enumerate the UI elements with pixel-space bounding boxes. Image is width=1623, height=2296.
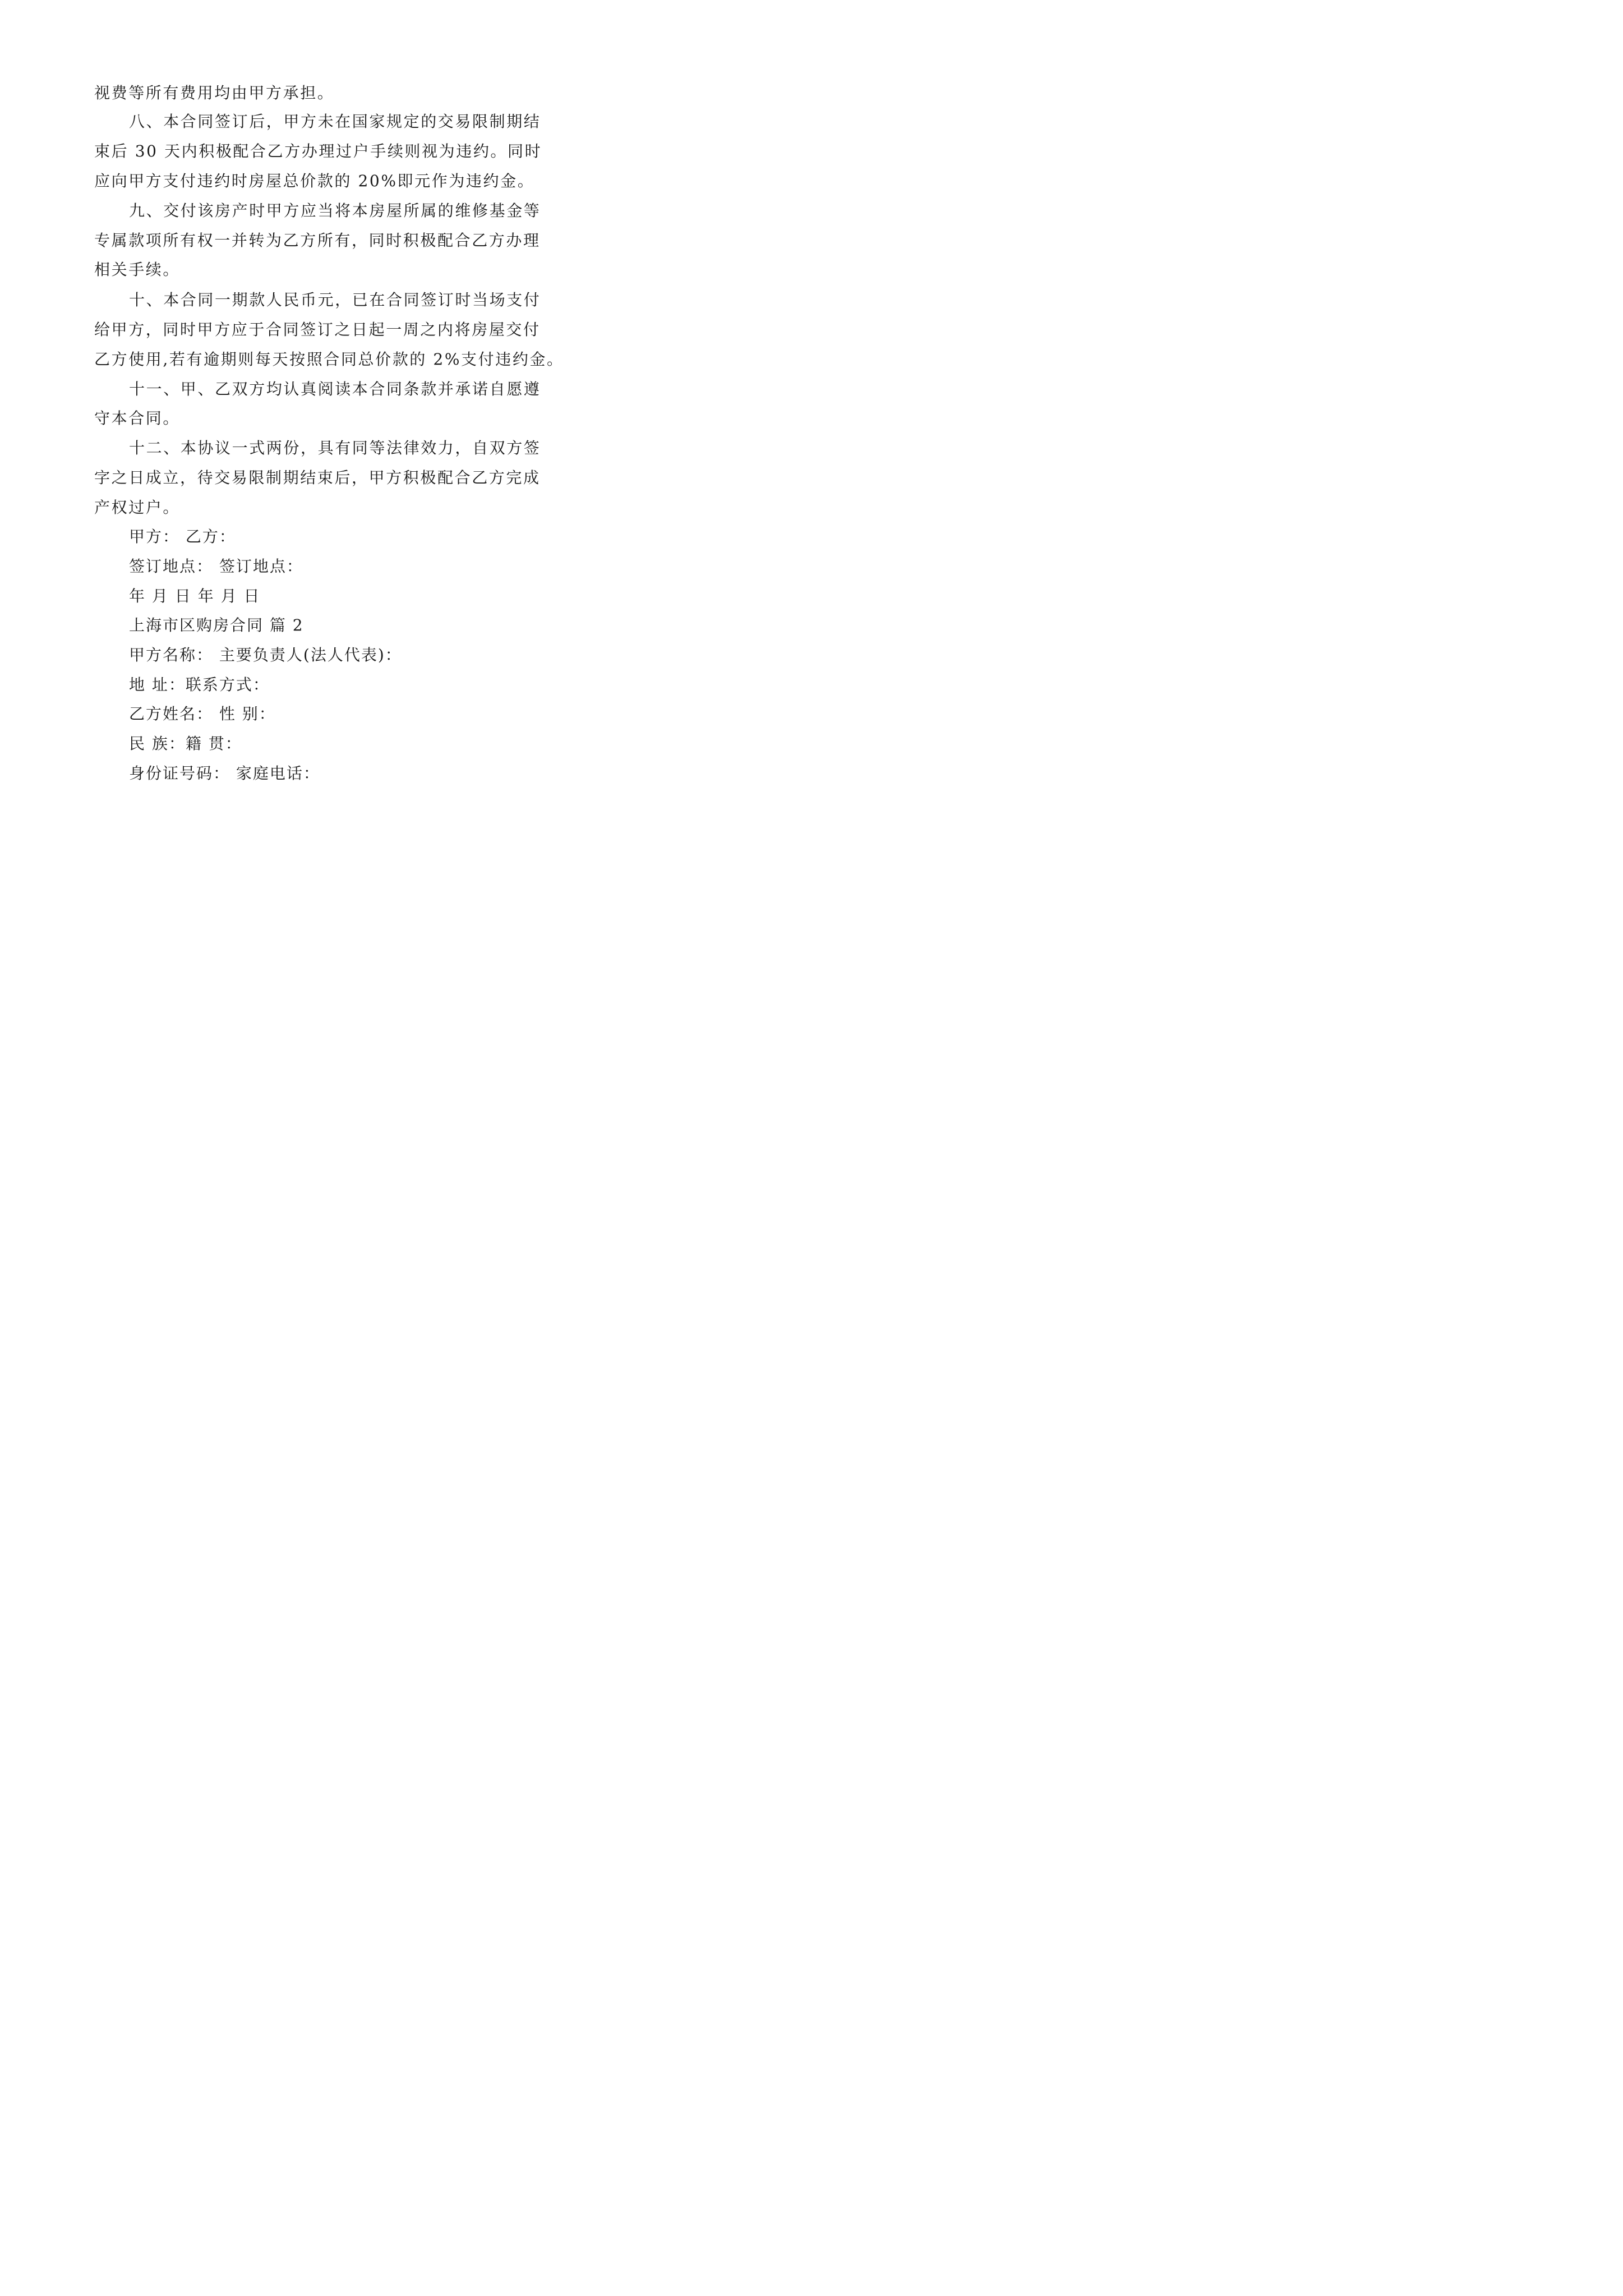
id-number-field: 身份证号码： 家庭电话：: [129, 764, 320, 783]
clause-8-line: 束后 30 天内积极配合乙方办理过户手续则视为违约。同时: [94, 142, 542, 160]
clause-10-line: 十、本合同一期款人民币元，已在合同签订时当场支付: [129, 291, 541, 309]
party-b-name-field: 乙方姓名： 性 别：: [129, 705, 276, 723]
clause-11-line: 十一、甲、乙双方均认真阅读本合同条款并承诺自愿遵: [129, 380, 541, 398]
signing-location-labels: 签订地点： 签订地点：: [129, 557, 303, 576]
paragraph-line: 视费等所有费用均由甲方承担。: [94, 84, 335, 102]
clause-10-line: 给甲方，同时甲方应于合同签订之日起一周之内将房屋交付: [94, 320, 541, 339]
clause-12-line: 字之日成立，待交易限制期结束后，甲方积极配合乙方完成: [94, 468, 541, 487]
party-a-name-field: 甲方名称： 主要负责人(法人代表)：: [129, 646, 402, 664]
clause-9-line: 九、交付该房产时甲方应当将本房屋所属的维修基金等: [129, 201, 541, 220]
clause-8-line: 应向甲方支付违约时房屋总价款的 20%即元作为违约金。: [94, 172, 535, 190]
date-labels: 年 月 日 年 月 日: [129, 587, 261, 605]
clause-10-line: 乙方使用,若有逾期则每天按照合同总价款的 2%支付违约金。: [94, 350, 564, 369]
ethnicity-field: 民 族：籍 贯：: [129, 734, 242, 753]
party-labels: 甲方： 乙方：: [129, 527, 236, 546]
document-page: [0, 0, 617, 873]
clause-12-line: 十二、本协议一式两份，具有同等法律效力，自双方签: [129, 439, 541, 457]
section-title: 上海市区购房合同 篇 2: [129, 616, 304, 634]
clause-8-line: 八、本合同签订后，甲方未在国家规定的交易限制期结: [129, 112, 541, 131]
clause-9-line: 专属款项所有权一并转为乙方所有，同时积极配合乙方办理: [94, 231, 541, 250]
clause-9-line: 相关手续。: [94, 260, 181, 279]
clause-11-line: 守本合同。: [94, 409, 181, 427]
address-field: 地 址：联系方式：: [129, 675, 270, 694]
clause-12-line: 产权过户。: [94, 498, 181, 517]
